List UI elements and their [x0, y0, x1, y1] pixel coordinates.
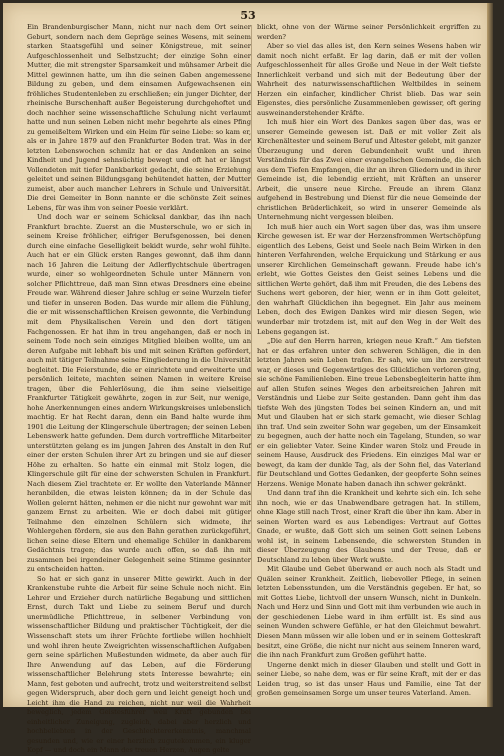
paragraph: Und doch war er seinem Schicksal dankbar, das ihn nach Frankfurt brachte. Zuerst an die Musterschule, wo er sich in seinem Kreise fröhlicher, eifriger Berufsgenossen, bei denen durch eine einfache Geselligkeit bekidt wurde, sehr wohl fühlte. Auch hat er ein Glück ersten Ranges gewonnt, daß ihm dann nach 16 Jahren die Leitung der Adlerflychtschule übertragen wurde, einer so wohlgeordneten Schule unter Männern von solcher Pflichttreue, daß man Sinn etwas Dresdners eine ebeine Freude war. Während dieser Jahre schlug er seine Wurzeln tiefer und tiefer in unseren Boden. Das wurde mir allem die Fühlung, die er mit wissenschaftlichen Kreisen gewonnte, die Verbindung mit dem Physikalischen Verein und den dort tätigen Fachgenossen. Er hat ihm in treu angehangen, daß er noch in seinem Tode noch sein einziges Mitglied bleiben wollte, um an deren Aufgabe mit lebhaft bis und mit seinen Kräften gefördert, auch mit tätiger Teilnahme seine Eingliederung in die Universität begleitet. Die Feierstunde, die er einrichtete und erweiterte und persönlich leitete, machten seinen Namen in weitere Kreise tragen, über die Fehlerlösung, die ihm seine vielseitige Frankfurter Tätigkeit gewährte, zogen in zur Seit, nur wenige, hohe Anerkennungen eines andern Wirkungskreises unlebenslich machtig. Er hat Recht daran, denn ein Band halte wurde ihm 1901 die Leitung der Klingerschule übertragen; der seinen Leben Lebenswerk hatte gefunden. Dem durch vortreffliche Mitarbeiter unterstützten gelang es im jungen Jahren des Anstalt in den Ruf einer der ersten Schulen ihrer Art zu bringen und sie auf dieser Höhe zu erhalten. So hatte ein einmal mit Stolz logen, die Klingerschule gilt für eine der schwersten Schulen in Frankfurt. Nach diesem Ziel trachtete er. Er wollte den Vaterlande Männer heranbilden, die etwas leisten können; da in der Schule das Wollen gelernt hätten, nehmen er die nicht nur gewohnt war mit ganzem Ernst zu arbeiten. Wie er doch dabei mit gütiger Teilnahme den einzelnen Schülern sich widmete, ihr Wohlergehen fördern, sie aus den Bahn gerathen zurückgeführt, lichen seine diese Eltern und ehemalige Schüler in dankbarem Gedächtnis tragen; das wurde auch offen, so daß ihn mit zusammen bei irgendeiner Gelegenheit seine Stimme gesinnter zu entscheiden hatten.	[27, 213, 251, 574]
paragraph: Ich muß hier auch ein Wort sagen über das, was ihm unsere Kirche gewesen ist. Er war der Herzensfrommen Wertschöpfung eigentlich des Lebens, Geist und Seele nach Beim Wirken in den hinteren Verfahrenden, welche Erquickung und Stärkung er aus unserer Kirchlichen Gemeinschaft gewann. Freude habe ich's erlebt, wie Gottes Geistes den Geist seines Lebens und die sittlichen Werte gehört, daß ihm mit Freuden, die des Lebens des Suchens wert geboren, der hier, wenn er in ihm Gott geleitet, den wahrhaft Glücklichen ihn begegnet. Ein Jahr aus meinem Leben, doch des Ewigen Dankes wird mir diesen Segen, wie wunderbar mir trotzdem ist, mit auf den Weg in der Welt des Lebens gegangen ist.	[257, 222, 481, 336]
paragraph: blickt, ohne von der Wärme seiner Persönlichkeit ergriffen zu werden?	[257, 23, 481, 41]
paragraph: Und dann traf ihn die Krankheit und kehrte sich ein. Ich sehe ihn noch, wie er das Unabwendbare getragen hat. In stillem, ohne Klage still nach Trost, einer Kraft die über ihn kam. Aber in seinen Worten ward es aus Lebendiges: Vertraut auf Gottes Gnade, er wußte, daß Gott sich um seinen Gott seinen Lebens wohl ist, in seinem Lebensende, die schwersten Stunden in dieser Überzeugung des Glaubens und der Treue, daß er Deutschland zu leben über Werk wußte.	[257, 489, 481, 564]
paragraph: „Die auf den Herrn harren, kriegen neue Kraft.“ Am tiefsten hat er das erfahren unter den schweren Schlägen, die in den letzten Jahren sein Leben trafen. Er sah, wie um ihn zerstreut war, er dieses und Gegenwärtiges des Glücklichen verloren ging, sie schöne Familienleben. Eine treue Lebensbegleiterin hatte ihm auf allen Stufen seines Weges den arbeitsreichen Jahren mit Verständnis und Liebe zur Seite gestanden. Dann geht ihm das tiefste Weh des jüngsten Todes bei seinen Kindern an, und mit Mut und Glauben hat er sich stark gemacht, wie dieser Schlag ihn traf. Und sein zweiter Sohn war gegeben, um der Einsamkeit zu begegnen, auch der hatte noch ein Tagelang, Stunden, so war er ein geliebter Vater. Seine Kinder waren Stolz und Freude in seinem Hause, Ausdruck des Friedens. Ein einziges Mal war er bewegt, da kam der dunkle Tag, als der Sohn fiel, das Vaterland für Deutschland und Gottes Gedanken, der geopferte Sohn seines Herzens. Wenige Monate haben danach ihn schwer gekränkt.	[257, 337, 481, 488]
column-divider	[251, 25, 252, 697]
paragraph: Mit Glaube und Gebet überwand er auch noch als Stadt und Quälen seiner Krankheit. Zeitlich, liebevoller Pflege, in seinen letzten Lebensstunden, um die Verständnis gegeben. Er hat, so mit Gottes Liebe, lichtvoll der unsern Wunsch, nicht in Dunkeln. Nach und Herz und Sinn und Gott mit ihm verbunden wie auch in der geschiedenen Liebe ward in ihm erfüllt ist. Es sind aus seinen Wunden schwere Gefühle, er hat den Gleichmut bewahrt. Diesen Mann müssen wir alle loben und er in seinem Gotteskraft besitzt, eine Größe, die nicht nur nicht aus seinem Inneren ward, die ihn nach Frankfurt zum Großen geführt hatte.	[257, 565, 481, 660]
page-number: 53	[240, 9, 256, 22]
right-column	[257, 23, 481, 699]
paragraph: Ich muß hier ein Wort des Dankes sagen über das, was er unserer Gemeinde gewesen ist. Daß er mit voller Zeit als Kirchenältester und seinem Beruf und Ältester gelebt, mit ganzer Überzeugung und deren Gebundenheit wußt und ihren Verständnis für das Zwei einer evangelischen Gemeinde, die sich aus dem Tiefen Empfangen, die ihr an ihren Gliedern und in ihrer Gemeinde ist, die lebendig erzieht, mit Kräften an unserer Arbeit, die unsere neue Kirche. Freude an ihrem Glanz aufgehend in Bestrebung und Dienst für die neue Gemeinde der christlichen Brüderlichkeit, so wird in unserer Gemeinde als Unternehmung nicht vergessen bleiben.	[257, 118, 481, 222]
paragraph: Ungerne denkt mich in dieser Glauben und stellt und Gott in seiner Liebe, so nahe dem, was er für seine Kraft, mit der er das Leiden trug, so ist das unser Haus und Familie, eine Tat der großen gemeinsamen Sorge um unser teures Vaterland. Amen.	[257, 660, 481, 698]
paragraph: Aber so viel das alles ist, den Kern seines Wesens haben wir damit noch nicht erfaßt. Er lag darin, daß er mit der vollen Aufgeschlossenheit für alles Große und Neue in der Welt tiefste Innerlichkeit verband und sich mit der Bedeutung über der Wahrheit des naturwissenschaftlichen Weltbildes in seinem Herzen ein einfacher, kindlicher Christ blieb. Das war sein Eigenstes, dies persönliche Zusammenleben gewisser, oft gering ausweinanderstehender Kräfte.	[257, 42, 481, 117]
paragraph: So hat er sich ganz in unserer Mitte gewirkt. Auch in der Krankenstube ruhte die Arbeit für seine Schule noch nicht. Ein Lehrer und Erzieher durch natürliche Begabung und sittlichen Ernst, durch Takt und Liebe zu seinem Beruf und durch unermüdliche Pflichttreue, in selbener Verbindung von wissenschaftlicher Bildung und praktischer Tüchtigkeit, der die Wissenschaft stets um ihrer Früchte fortliebe willen hochhielt und wohl ihren heute Zweigrichten wissenschaftlichen Aufgaben gern seine spärlichen Mußestunden widmete, da aber auch für Ihre Anwendung auf das Leben, auf die Förderung wissenschaftlicher Belehrung stets Interesse bewahrte; ein Mann, fest geboten und aufrecht, trotz und weiterstreitend selbst gegen Widerspruch, aber doch gern und leicht geneigt hoch und Leicht ihm die Hand zu reichen, nicht nur weil die Wahrheit beweglich, jedem Geistesführer weil Kraft gebunden bei einheitlicher Zuneigung, zugleich, dabei aber herzlich und hochbeliebten in der Geschlechtererkenntnis, manchmal gesunden und, wie er einer herzlich zugutekommen, ein kluger Kopf — und doch ein Mann des treuen Herzen, Augen gelte	[27, 574, 251, 755]
scanned-page	[3, 3, 493, 755]
left-column	[27, 23, 251, 756]
paragraph: Ein Brandenburgischer Mann, nicht nur nach dem Ort seiner Geburt, sondern nach dem Gepräge seines Wesens, mit seinem starken Staatsgefühl und seiner Königstreue, mit seiner Aufgeschlossenheit und Selbstzucht; der einzige Sohn einer Mutter, die mit strengster Sparsamkeit und mühsamer Arbeit die Mittel gewinnen hatte, um ihn die seinen Gaben angemessene Bildung zu geben, und dem einsamen Aufgewachsenen ein fröhliches Studentenleben zu erschließen; ein junger Dichter, der rheinische Burschenhaft außer Begeisterung durchgehoftet und doch nachher seine wissenschaftliche Schulung nicht verlaumt hatte und nun seinen Leben nicht mehr begehrte als eines Pfing zu gemeißeltem Wirken und ein Heim für seine Liebe: so kam er, als er in Jahre 1879 auf den Frankfurter Boden trat. Was in der letzten Lebenswochen schmilz hat er das Andenken an seine Kindheit und Jugend sehnsüchtig bewegt und oft hat er längst Vollendeten mit tiefer Dankbarkeit gedacht, die seine Erziehung geleitet und seinen Bildungsgang behütendet hatten, der Mutter zumeist, aber auch mancher Lehrers in Schule und Universität. Die drei Gemeiter in Bonn nannte er die schönste Zeit seines Lebens, für was ihm von seiner Poesie verklärt.	[27, 23, 251, 212]
page-edge-shadow	[487, 3, 493, 707]
